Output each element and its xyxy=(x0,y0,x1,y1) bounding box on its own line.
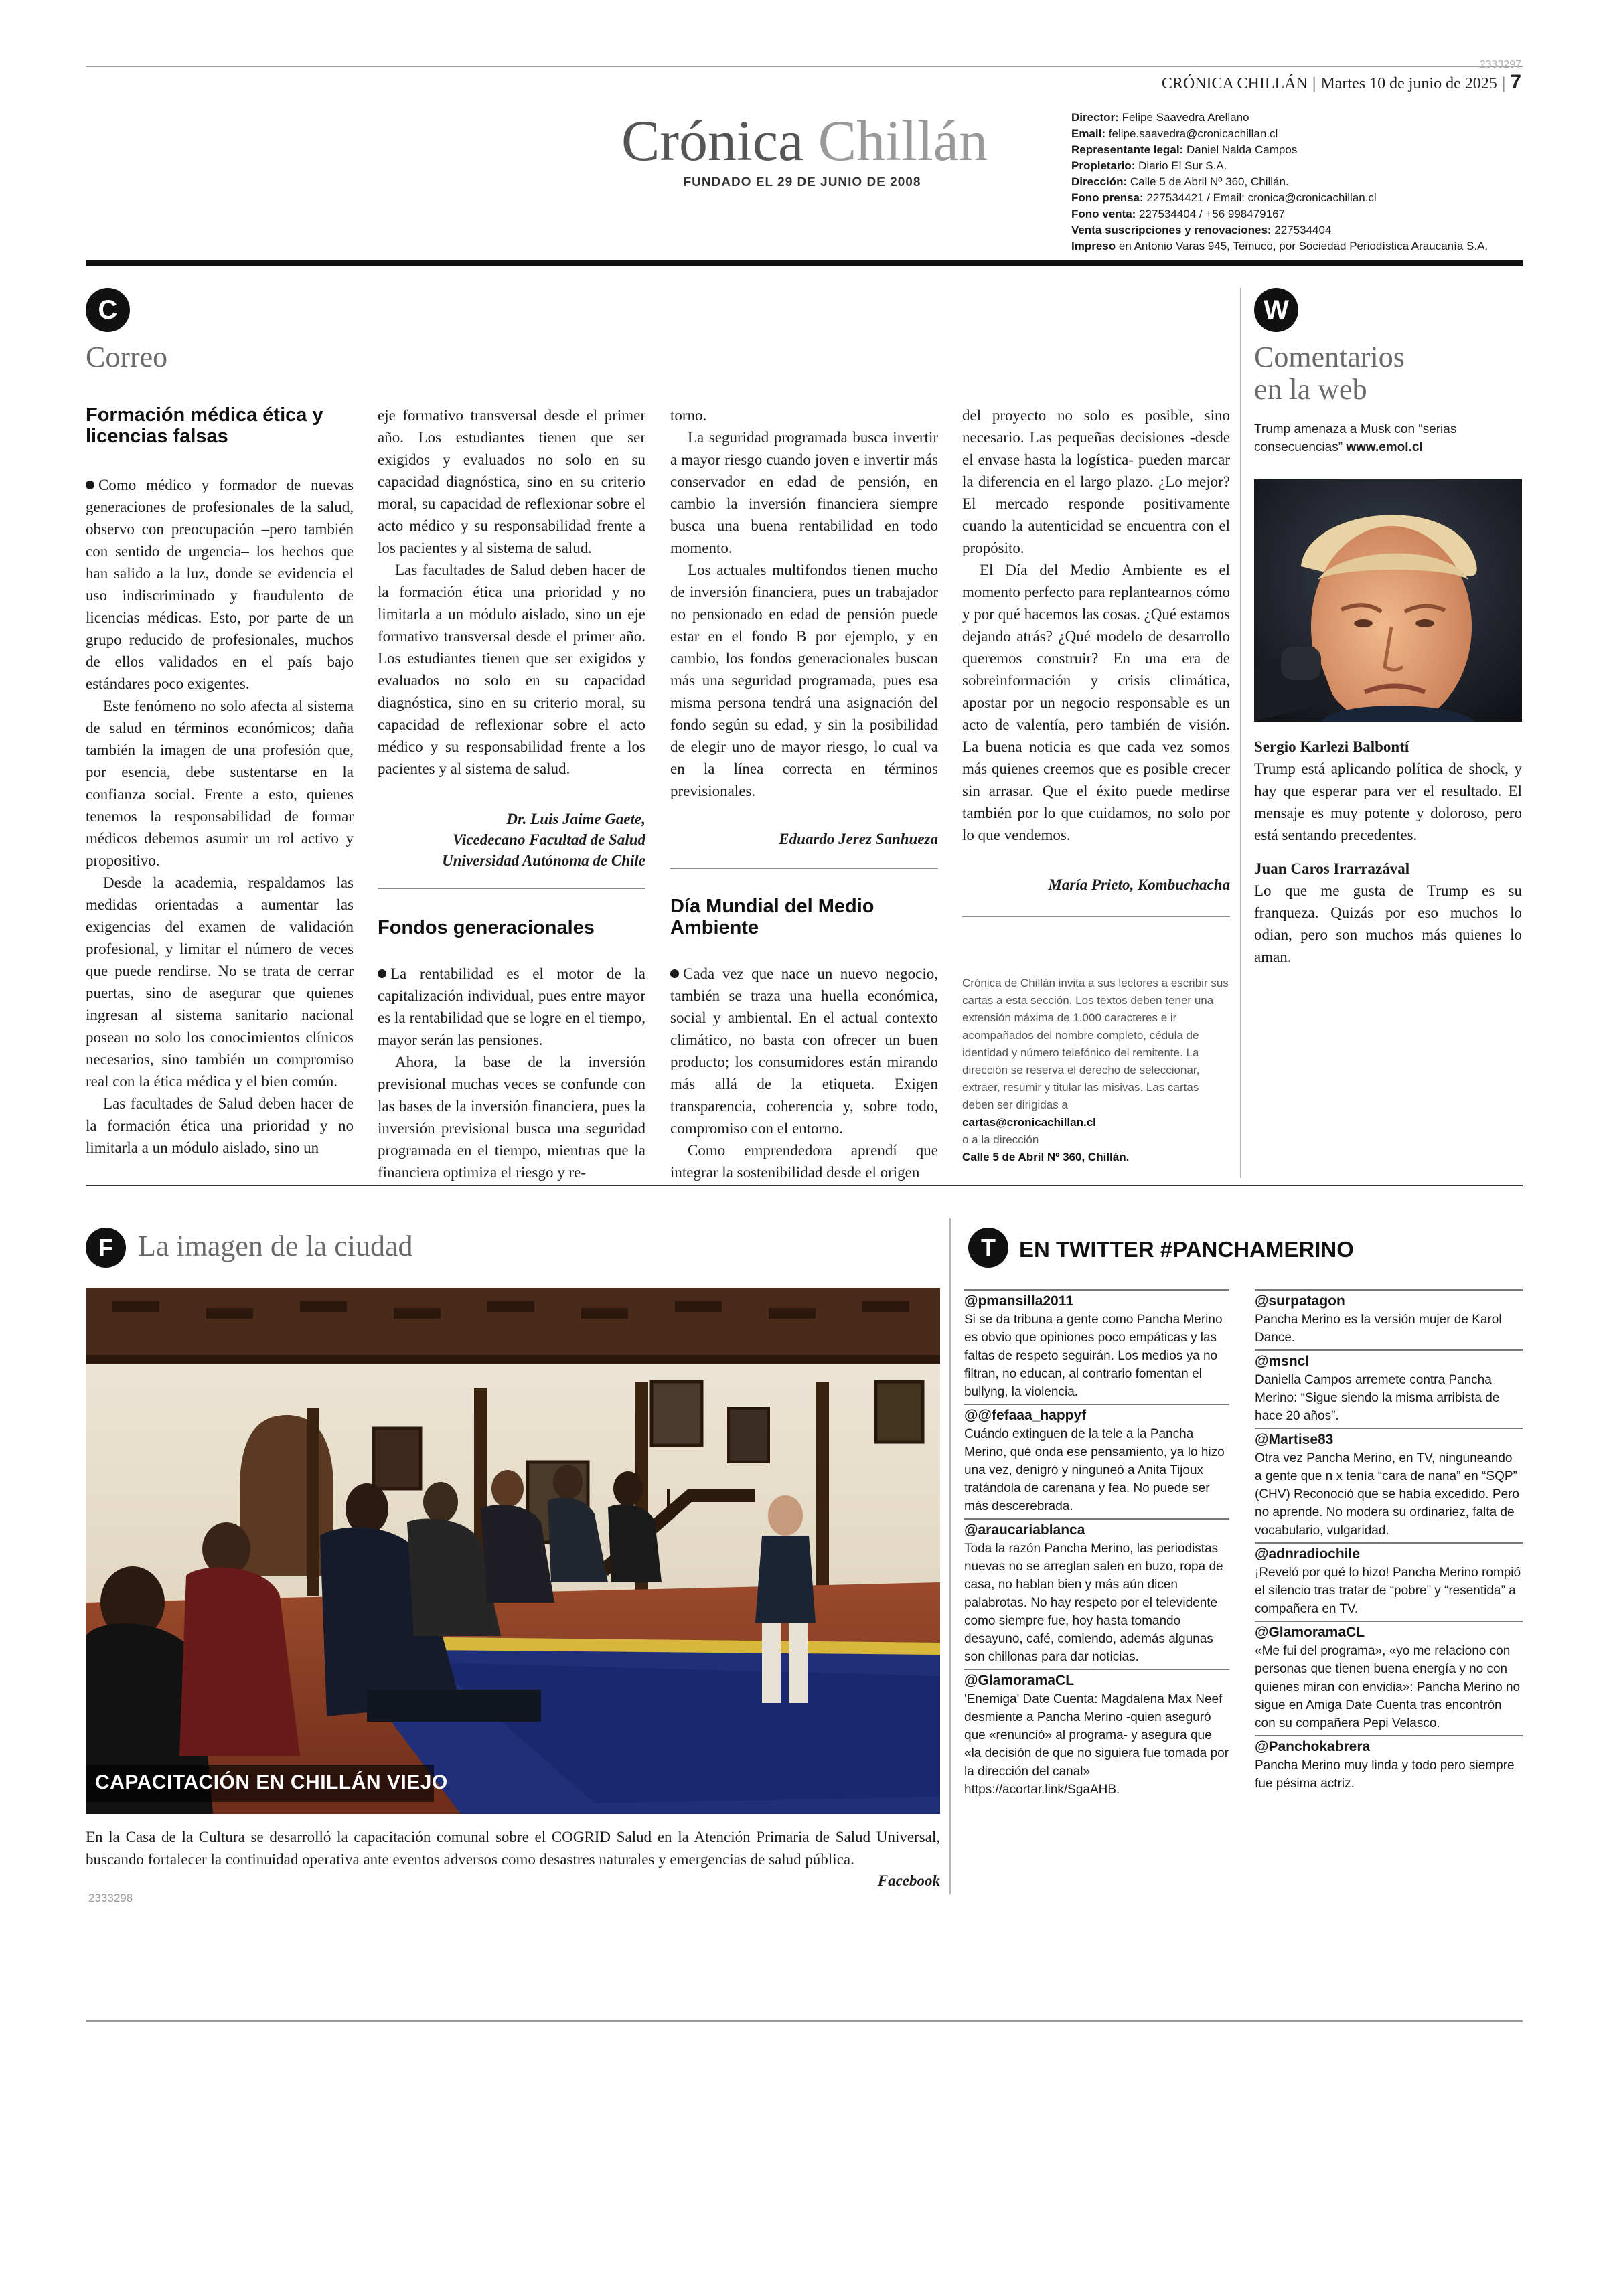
masthead-info-line xyxy=(1071,126,1527,142)
letter1-col1 xyxy=(86,474,354,1159)
letter2-headline: Fondos generacionales xyxy=(378,917,595,938)
issue-date: Martes 10 de junio de 2025 xyxy=(1320,75,1497,92)
running-head-title: CRÓNICA CHILLÁN xyxy=(1161,75,1308,92)
col4-divider xyxy=(962,916,1230,917)
correo-section-title: Correo xyxy=(86,341,168,374)
masthead-info-line xyxy=(1071,174,1527,190)
tweet-text: ¡Reveló por qué lo hizo! Pancha Merino rompió el silencio tras tratar de “pobre” y “resentida” a compañera en TV. xyxy=(1255,1566,1521,1616)
masthead-info-value: Diario El Sur S.A. xyxy=(1138,159,1227,172)
letter3-para1: Cada vez que nace un nuevo negocio, también se traza una huella económica, social y ambiental. En el actual contexto climático, no basta con ofrecer un buen producto; los consumidores están mirando más allá de la etiqueta. Exigen transparencia, coherencia y, sobre todo, compromiso con el entorno. xyxy=(670,963,938,1139)
letter1-sig-org: Universidad Autónoma de Chile xyxy=(442,852,645,869)
photo-credit: Facebook xyxy=(877,1872,940,1889)
col3-divider xyxy=(670,868,938,869)
masthead-info-value: Daniel Nalda Campos xyxy=(1186,143,1298,156)
masthead-info-line xyxy=(1071,206,1527,222)
tweet-handle[interactable]: @GlamoramaCL xyxy=(964,1669,1229,1690)
masthead-info-label: Venta suscripciones y renovaciones: xyxy=(1071,224,1272,236)
photo-caption xyxy=(86,1826,940,1870)
letter1-col2 xyxy=(378,404,645,780)
masthead-info-value: en Antonio Varas 945, Temuco, por Sociedad Periodística Araucanía S.A. xyxy=(1118,240,1488,252)
training-room-photo xyxy=(86,1288,940,1814)
masthead-logo xyxy=(621,108,988,173)
masthead-bottom-rule xyxy=(86,260,1523,266)
twitter-column-1 xyxy=(964,1289,1229,1801)
notice-or: o a la dirección xyxy=(962,1133,1039,1146)
notice-text: Crónica de Chillán invita a sus lectores a escribir sus cartas a esta sección. Los textos deben tener una extensión máxima de 1.000 caracteres e ir acompañados del nombre completo, cédula de identidad y número telefónico del remitente. La dirección se reserva el derecho de seleccionar, extraer, resumir y titular las misivas. Las cartas deben ser dirigidas a xyxy=(962,977,1229,1111)
letter2-para1: La rentabilidad es el motor de la capitalización individual, pues entre mayor es la rentabilidad que se logre en el tiempo, mayor serán las pensiones. xyxy=(378,963,645,1051)
masthead-info-line xyxy=(1071,238,1527,254)
tweet-handle[interactable]: @Martise83 xyxy=(1255,1428,1523,1449)
imagen-code: 2333298 xyxy=(88,1892,133,1904)
letter1-para2: Este fenómeno no solo afecta al sistema de salud en términos económicos; daña también la imagen de una profesión que, por esencia, debe sustentarse en la confianza social. Frente a esto, quienes tenemos la responsabilidad de formar médicos debemos asumir un rol activo y propositivo. xyxy=(86,698,354,869)
letter2-col3 xyxy=(670,404,938,802)
twitter-section-title: EN TWITTER #PANCHAMERINO xyxy=(1019,1237,1354,1262)
imagen-section-title: La imagen de la ciudad xyxy=(138,1230,413,1262)
bottom-rule xyxy=(86,2020,1523,2022)
tweet xyxy=(1255,1349,1523,1425)
twitter-badge: T xyxy=(968,1228,1008,1268)
caption-text: En la Casa de la Cultura se desarrolló la capacitación comunal sobre el COGRID Salud en la Atención Primaria de Salud Universal, buscando fortalecer la continuidad operativa ante eventos adversos como desastres naturales y emergencias de salud pública. xyxy=(86,1829,940,1868)
letters-notice xyxy=(962,975,1230,1166)
web-news-photo xyxy=(1254,479,1522,722)
portrait-photo-graphic xyxy=(1254,479,1522,722)
tweet-text: Pancha Merino muy linda y todo pero siempre fue pésima actriz. xyxy=(1255,1758,1515,1791)
masthead-info-value: felipe.saavedra@cronicachillan.cl xyxy=(1108,127,1278,140)
notice-email[interactable]: cartas@cronicachillan.cl xyxy=(962,1116,1096,1129)
page-number: 7 xyxy=(1510,71,1521,93)
masthead-info-value: Calle 5 de Abril Nº 360, Chillán. xyxy=(1130,175,1289,188)
masthead-info-line xyxy=(1071,190,1527,206)
letter1-para6: Las facultades de Salud deben hacer de la formación ética una prioridad y no limitarla a un módulo aislado, sino un eje formativo transversal desde el primer año. Los estudiantes tienen que ser exigidos y evaluados no solo en su capacidad diagnóstica, sino en su criterio moral, su capacidad de reflexionar sobre el acto médico y su responsabilidad frente a los pacientes y al sistema de salud. xyxy=(378,562,645,777)
web-badge: W xyxy=(1254,288,1298,332)
masthead-info-value: 227534404 / +56 998479167 xyxy=(1139,208,1285,220)
letter2-para2: Ahora, la base de la inversión previsional muchas veces se confunde con las bases de la inversión financiera, pues la inversión previsional busca una seguridad programada en el tiempo, mientras que la financiera optimiza el riesgo y re- xyxy=(378,1054,645,1181)
letter2-para5: Los actuales multifondos tienen mucho de inversión financiera, pues un trabajador no pensionado en edad de pensión puede estar en el fondo B por ejemplo, y en cambio, los fondos generacionales buscan más una seguridad programada, pues esa misma persona tendrá una asignación del fondo según su edad, y sin la posibilidad de elegir uno de mayor riesgo, lo cual va en la línea correcta en términos previsionales. xyxy=(670,562,938,799)
city-photo xyxy=(86,1288,940,1814)
tweet-text: Otra vez Pancha Merino, en TV, ninguneando a gente que n x tenía “cara de nana” en “SQP” (CHV) Reconoció que se había excedido. Pero no aprende. No modera su ordinariez, falta de vocabulario, vulgaridad. xyxy=(1255,1451,1520,1538)
twitter-column-divider xyxy=(949,1218,951,1894)
web-comment-author: Juan Caros Irarrazával xyxy=(1254,860,1410,877)
correo-badge: C xyxy=(86,288,130,332)
tweet-text: Daniella Campos arremete contra Pancha Merino: “Sigue siendo la misma arribista de hace 20 años”. xyxy=(1255,1373,1500,1423)
tweet xyxy=(964,1404,1229,1515)
tweet-handle[interactable]: @adnradiochile xyxy=(1255,1542,1523,1564)
brand-cronica: Crónica xyxy=(621,108,804,173)
tweet-handle[interactable]: @pmansilla2011 xyxy=(964,1289,1229,1311)
tweet xyxy=(1255,1735,1523,1793)
letter3-para2: Como emprendedora aprendí que integrar la sostenibilidad desde el origen xyxy=(670,1142,938,1181)
tweet-handle[interactable]: @Panchokabrera xyxy=(1255,1735,1523,1756)
letter1-sig-name: Dr. Luis Jaime Gaete, xyxy=(506,811,645,827)
letter3-col3 xyxy=(670,963,938,1183)
letter1-para4: Las facultades de Salud deben hacer de la formación ética una prioridad y no limitarla a un módulo aislado, sino un xyxy=(86,1095,354,1156)
web-title-line2: en la web xyxy=(1254,373,1367,406)
letter3-para3: del proyecto no solo es posible, sino necesario. Las pequeñas decisiones -desde el envase hasta la logística- pueden marcar la diferencia en el largo plazo. ¿Lo mejor? El mercado responde positivamente cuando la autenticidad se encuentra con el propósito. xyxy=(962,407,1230,556)
photo-label: CAPACITACIÓN EN CHILLÁN VIEJO xyxy=(95,1771,448,1793)
letter3-signature: María Prieto, Kombuchacha xyxy=(1048,876,1230,893)
tweet-handle[interactable]: @@fefaaa_happyf xyxy=(964,1404,1229,1425)
twitter-column-2 xyxy=(1255,1289,1523,1795)
masthead-info-label: Fono venta: xyxy=(1071,208,1136,220)
tweet-handle[interactable]: @msncl xyxy=(1255,1349,1523,1371)
letter2-para4: La seguridad programada busca invertir a mayor riesgo cuando joven e invertir más conservador en edad de pensión, en cambio la inversión financiera siempre busca una buena rentabilidad en todo momento. xyxy=(670,429,938,556)
letter2-col2 xyxy=(378,963,645,1183)
tweet xyxy=(1255,1542,1523,1618)
tweet-text: 'Enemiga' Date Cuenta: Magdalena Max Neef desmiente a Pancha Merino -quien aseguró que «renunció» al programa- y asegura que «la decisión de que no siguiera fue tomada por la dirección del canal» https://acortar.link/SgaAHB. xyxy=(964,1692,1229,1797)
web-title-line1: Comentarios xyxy=(1254,341,1405,374)
letter2-signature: Eduardo Jerez Sanhueza xyxy=(779,831,938,847)
masthead-info-value: 227534421 / Email: cronica@cronicachillan.cl xyxy=(1146,191,1377,204)
tweet-text: «Me fui del programa», «yo me relaciono con personas que tienen buena energía y no con quienes miran con envidia»: Pancha Merino no sigue en Amiga Date Cuenta tras encontrón con su compañera Pepi Velasco. xyxy=(1255,1644,1521,1730)
tweet-handle[interactable]: @GlamoramaCL xyxy=(1255,1621,1523,1642)
imagen-badge: F xyxy=(86,1228,126,1268)
web-comment-text: Trump está aplicando política de shock, y hay que esperar para ver el resultado. El mensaje es muy potente y doloroso, pero está sentando precedentes. xyxy=(1254,760,1522,843)
masthead-info-label: Director: xyxy=(1071,111,1119,124)
letter3-para4: El Día del Medio Ambiente es el momento perfecto para replantearnos cómo y por qué hacemos las cosas. ¿Qué estamos dejando atrás? ¿Qué modelo de desarrollo queremos construir? En una era de sobreinformación y crisis climática, apostar por un negocio responsable es un acto de valentía, pero también de visión. La buena noticia es que cada vez somos más quienes creemos que es posible crecer sin arrasar. Que el éxito puede medirse también por lo que cuidamos, no solo por lo que vendemos. xyxy=(962,562,1230,843)
tweet xyxy=(964,1289,1229,1401)
tweet xyxy=(964,1669,1229,1799)
masthead-info-label: Representante legal: xyxy=(1071,143,1184,156)
masthead-info-label: Dirección: xyxy=(1071,175,1128,188)
brand-chillan: Chillán xyxy=(818,108,988,173)
web-column-divider xyxy=(1240,288,1241,1178)
letter1-headline: Formación médica ética y licencias falsas xyxy=(86,404,323,447)
letter1-sig-title: Vicedecano Facultad de Salud xyxy=(452,831,645,848)
letter1-signature xyxy=(378,809,645,871)
tweet xyxy=(1255,1428,1523,1540)
web-source-link[interactable]: www.emol.cl xyxy=(1346,440,1423,455)
tweet-text: Pancha Merino es la versión mujer de Karol Dance. xyxy=(1255,1313,1502,1345)
masthead-info-value: Felipe Saavedra Arellano xyxy=(1122,111,1249,124)
running-head: CRÓNICA CHILLÁN | Martes 10 de junio de 2025 | 7 xyxy=(1161,71,1521,93)
letter1-para5: eje formativo transversal desde el primer año. Los estudiantes tienen que ser exigidos y evaluados no solo en su capacidad diagnóstica, sino en su criterio moral, su capacidad de reflexionar sobre el acto médico y su responsabilidad frente a los pacientes y al sistema de salud. xyxy=(378,407,645,556)
masthead-info-label: Propietario: xyxy=(1071,159,1136,172)
tweet xyxy=(1255,1621,1523,1732)
web-comment-text: Lo que me gusta de Trump es su franqueza. Quizás por eso muchos lo odian, pero son muchos más quienes lo aman. xyxy=(1254,882,1522,965)
top-rule xyxy=(86,66,1523,67)
masthead-info-label: Email: xyxy=(1071,127,1106,140)
tweet xyxy=(964,1518,1229,1666)
masthead-info-label: Fono prensa: xyxy=(1071,191,1144,204)
masthead-info-line xyxy=(1071,222,1527,238)
web-comment xyxy=(1254,736,1522,846)
web-comment xyxy=(1254,858,1522,968)
tweet-text: Si se da tribuna a gente como Pancha Merino es obvio que opiniones poco empáticas y las faltas de respeto seguirán. Los medios ya no filtran, no educan, al contrario fomentan el bullyng, la violencia. xyxy=(964,1313,1223,1399)
tweet xyxy=(1255,1289,1523,1347)
col2-divider xyxy=(378,888,645,889)
notice-address: Calle 5 de Abril Nº 360, Chillán. xyxy=(962,1151,1130,1163)
web-comment-author: Sergio Karlezi Balbontí xyxy=(1254,738,1409,755)
masthead-info xyxy=(1071,110,1527,254)
founded-line: FUNDADO EL 29 DE JUNIO DE 2008 xyxy=(683,175,921,189)
tweet-handle[interactable]: @araucariablanca xyxy=(964,1518,1229,1540)
letter3-headline: Día Mundial del Medio Ambiente xyxy=(670,896,874,938)
web-section-title xyxy=(1254,341,1405,406)
corner-code: 2333297 xyxy=(1479,59,1521,70)
tweet-text: Toda la razón Pancha Merino, las periodistas nuevas no se arreglan salen en buzo, ropa de casa, no hablan bien y más aún dicen palabrotas. No hay respeto por el televidente como siempre fue, hoy hasta tomando desayuno, café, comiendo, además algunas son chillonas para dar noticias. xyxy=(964,1542,1223,1664)
letter1-para1: Como médico y formador de nuevas generaciones de profesionales de la salud, observo con preocupación –pero también con sentido de urgencia– los hechos que han salido a la luz, donde se evidencia el uso indiscriminado y fraudulento de licencias médicas. Esto, por parte de un grupo reducido de profesionales, muchos de ellos validados en el país bajo estándares poco exigentes. xyxy=(86,474,354,695)
mid-page-rule xyxy=(86,1185,1523,1186)
masthead-info-line xyxy=(1071,110,1527,126)
masthead-info-label: Impreso xyxy=(1071,240,1116,252)
masthead-info-value: 227534404 xyxy=(1274,224,1332,236)
letter2-para3: torno. xyxy=(670,407,707,424)
web-teaser xyxy=(1254,420,1522,457)
letter1-para3: Desde la academia, respaldamos las medidas orientadas a aumentar las exigencias del examen de validación profesional, y limitar el número de veces que puede rendirse. No se trata de cerrar puertas, sino de asegurar que quienes ingresan al sistema sanitario nacional posean no solo los conocimientos clínicos necesarios, sino también un compromiso real con la ética médica y el bien común. xyxy=(86,874,354,1090)
masthead-info-line xyxy=(1071,142,1527,158)
web-comments xyxy=(1254,736,1522,968)
web-teaser-text: Trump amenaza a Musk con “serias consecuencias” xyxy=(1254,422,1457,455)
tweet-handle[interactable]: @surpatagon xyxy=(1255,1289,1523,1311)
tweet-text: Cuándo extinguen de la tele a la Pancha Merino, qué onda ese pensamiento, ya lo hizo una vez, denigró y ninguneó a Anita Tijoux tratándola de carenana y fea. No puede ser más descerebrada. xyxy=(964,1427,1225,1513)
masthead-info-line xyxy=(1071,158,1527,174)
letter3-col4 xyxy=(962,404,1230,846)
